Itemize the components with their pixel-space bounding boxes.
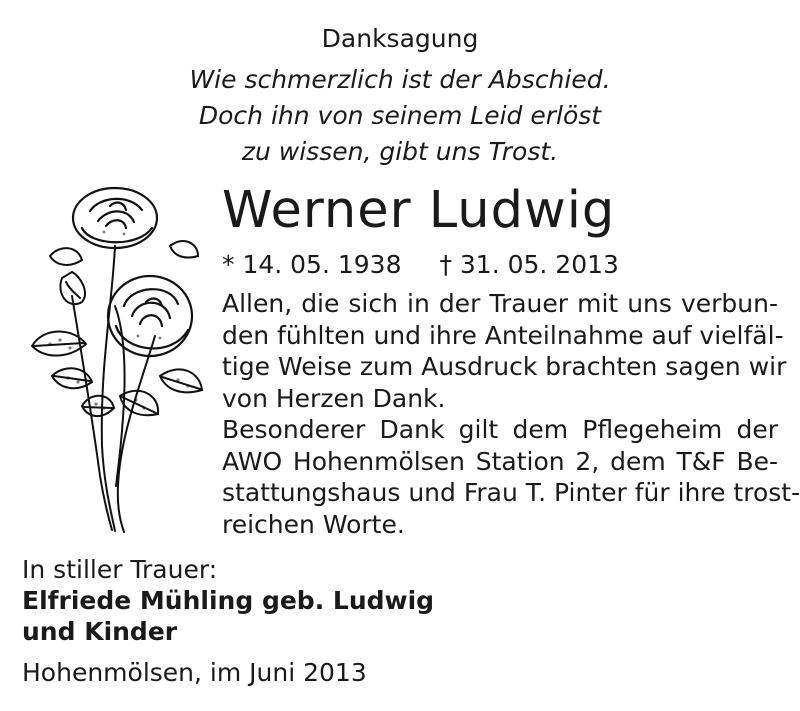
thanks-line: Besonderer Dank gilt dem Pflegeheim der (222, 415, 778, 444)
life-dates (222, 248, 619, 282)
verse-line: Doch ihn von seinem Leid erlöst (198, 101, 602, 130)
place-date: Hohenmölsen, im Juni 2013 (22, 658, 367, 687)
signature-name: Elfriede Mühling geb. Ludwig (22, 586, 435, 615)
signature-family: und Kinder (22, 617, 178, 646)
roses-drawing-icon (20, 186, 205, 536)
thanks-line: Allen, die sich in der Trauer mit uns verbun- (222, 289, 778, 318)
thanks-line: tige Weise zum Ausdruck brachten sagen wir (222, 352, 787, 381)
thanks-line: den fühlten und ihre Anteilnahme auf vielfäl- (222, 320, 784, 350)
verse (0, 62, 800, 170)
heading: Danksagung (321, 24, 479, 53)
birth-date: * 14. 05. 1938 (222, 250, 402, 279)
verse-line: Wie schmerzlich ist der Abschied. (189, 65, 611, 94)
thanks-text (222, 288, 800, 540)
signature-intro: In stiller Trauer: (22, 555, 218, 584)
thanks-line: von Herzen Dank. (222, 383, 446, 413)
verse-line: zu wissen, gibt uns Trost. (241, 137, 559, 166)
signature (22, 554, 434, 647)
thanks-line: reichen Worte. (222, 509, 405, 539)
thanks-line: AWO Hohenmölsen Station 2, dem T&F Be- (222, 446, 778, 476)
death-date: † 31. 05. 2013 (439, 250, 619, 279)
thanks-line: stattungshaus und Frau T. Pinter für ihre trost- (222, 478, 800, 507)
deceased-name: Werner Ludwig (222, 181, 616, 240)
